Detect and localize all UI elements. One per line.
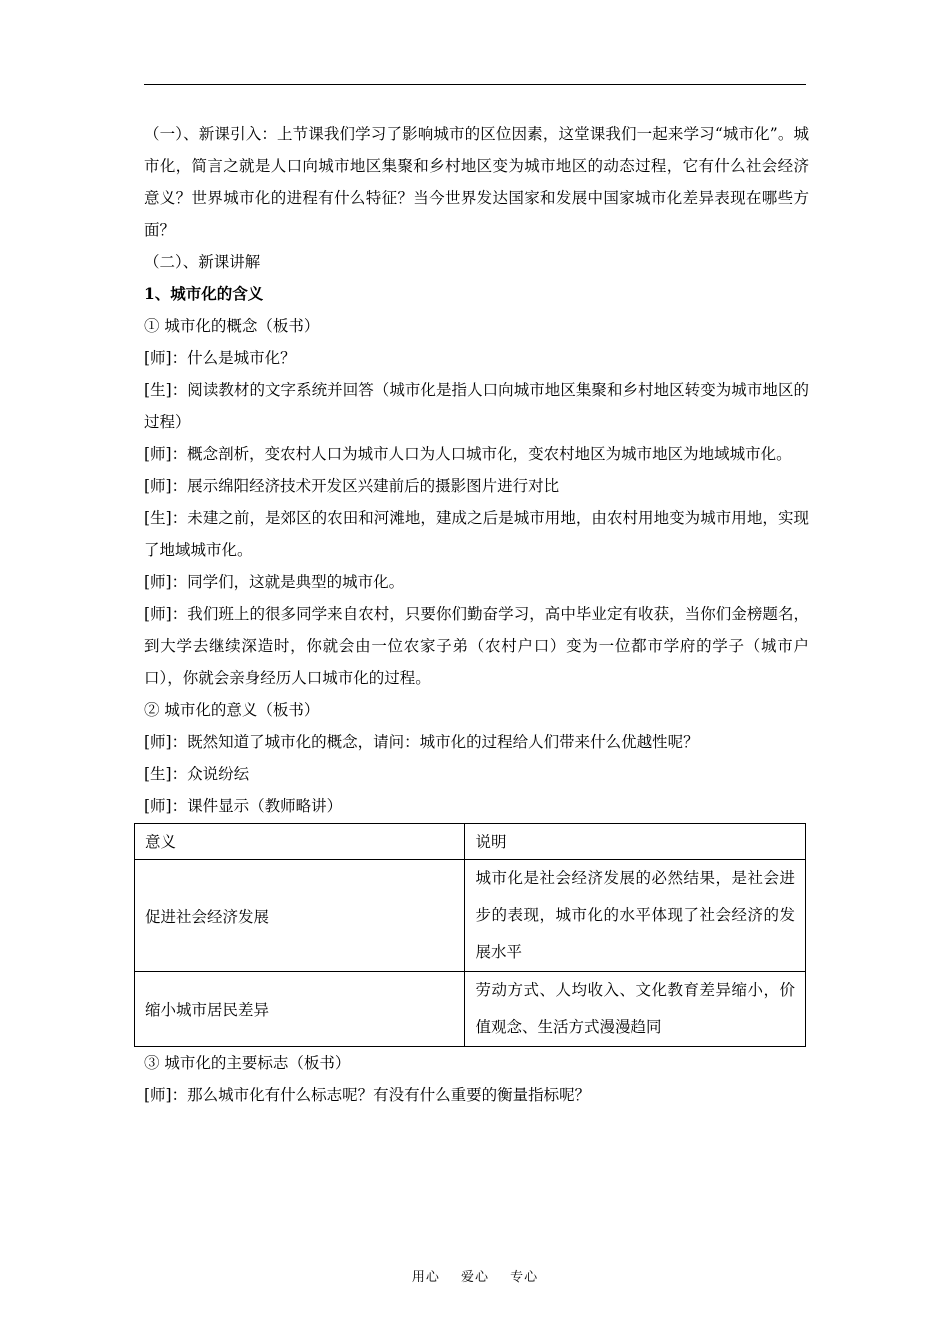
table-row <box>135 860 806 972</box>
intro-paragraph: （一）、新课引入：上节课我们学习了影响城市的区位因素，这堂课我们一起来学习“城市化”。城市化，简言之就是人口向城市地区集聚和乡村地区变为城市地区的动态过程，它有什么社会经济意义？世界城市化的进程有什么特征？当今世界发达国家和发展中国家城市化差异表现在哪些方面？ <box>144 125 809 239</box>
student-line: [生]：众说纷纭 <box>144 765 250 783</box>
subheading-indicators: ③ 城市化的主要标志（板书） <box>144 1054 351 1072</box>
teacher-line: [师]：同学们，这就是典型的城市化。 <box>144 573 405 591</box>
table-cell-meaning: 促进社会经济发展 <box>135 860 465 972</box>
subheading-significance: ② 城市化的意义（板书） <box>144 701 320 719</box>
table-header-row <box>135 824 806 860</box>
student-line: [生]：阅读教材的文字系统并回答（城市化是指人口向城市地区集聚和乡村地区转变为城市地区的过程） <box>144 381 809 431</box>
document-body <box>144 118 809 1111</box>
teacher-line: [师]：我们班上的很多同学来自农村，只要你们勤奋学习，高中毕业定有收获，当你们金榜题名，到大学去继续深造时，你就会由一位农家子弟（农村户口）变为一位都市学府的学子（城市户口），你就会亲身经历人口城市化的过程。 <box>144 605 809 687</box>
table-cell-explanation: 城市化是社会经济发展的必然结果，是社会进步的表现，城市化的水平体现了社会经济的发展水平 <box>465 860 806 972</box>
teacher-line: [师]：课件显示（教师略讲） <box>144 797 343 815</box>
teacher-line: [师]：既然知道了城市化的概念，请问：城市化的过程给人们带来什么优越性呢？ <box>144 733 699 751</box>
teacher-line: [师]：那么城市化有什么标志呢？有没有什么重要的衡量指标呢？ <box>144 1086 591 1104</box>
table-cell-explanation: 劳动方式、人均收入、文化教育差异缩小，价值观念、生活方式漫漫趋同 <box>465 972 806 1047</box>
table-row <box>135 972 806 1047</box>
header-rule <box>144 84 806 85</box>
section-new-lesson: （二）、新课讲解 <box>144 253 261 271</box>
table-cell-meaning: 缩小城市居民差异 <box>135 972 465 1047</box>
footer-word: 爱心 <box>460 1270 489 1285</box>
table-header-cell: 意义 <box>135 824 465 860</box>
footer-word: 用心 <box>411 1270 440 1285</box>
table-header-cell: 说明 <box>465 824 806 860</box>
significance-table <box>134 823 806 1047</box>
student-line: [生]：未建之前，是郊区的农田和河滩地，建成之后是城市用地，由农村用地变为城市用地，实现了地域城市化。 <box>144 509 809 559</box>
page-footer <box>0 1266 950 1285</box>
subheading-concept: ① 城市化的概念（板书） <box>144 317 320 335</box>
teacher-line: [师]：什么是城市化？ <box>144 349 296 367</box>
teacher-line: [师]：概念剖析，变农村人口为城市人口为人口城市化，变农村地区为城市地区为地域城市化。 <box>144 445 792 463</box>
heading-urbanization-meaning: 1、城市化的含义 <box>144 284 264 303</box>
teacher-line: [师]：展示绵阳经济技术开发区兴建前后的摄影图片进行对比 <box>144 477 560 495</box>
footer-word: 专心 <box>510 1270 539 1285</box>
